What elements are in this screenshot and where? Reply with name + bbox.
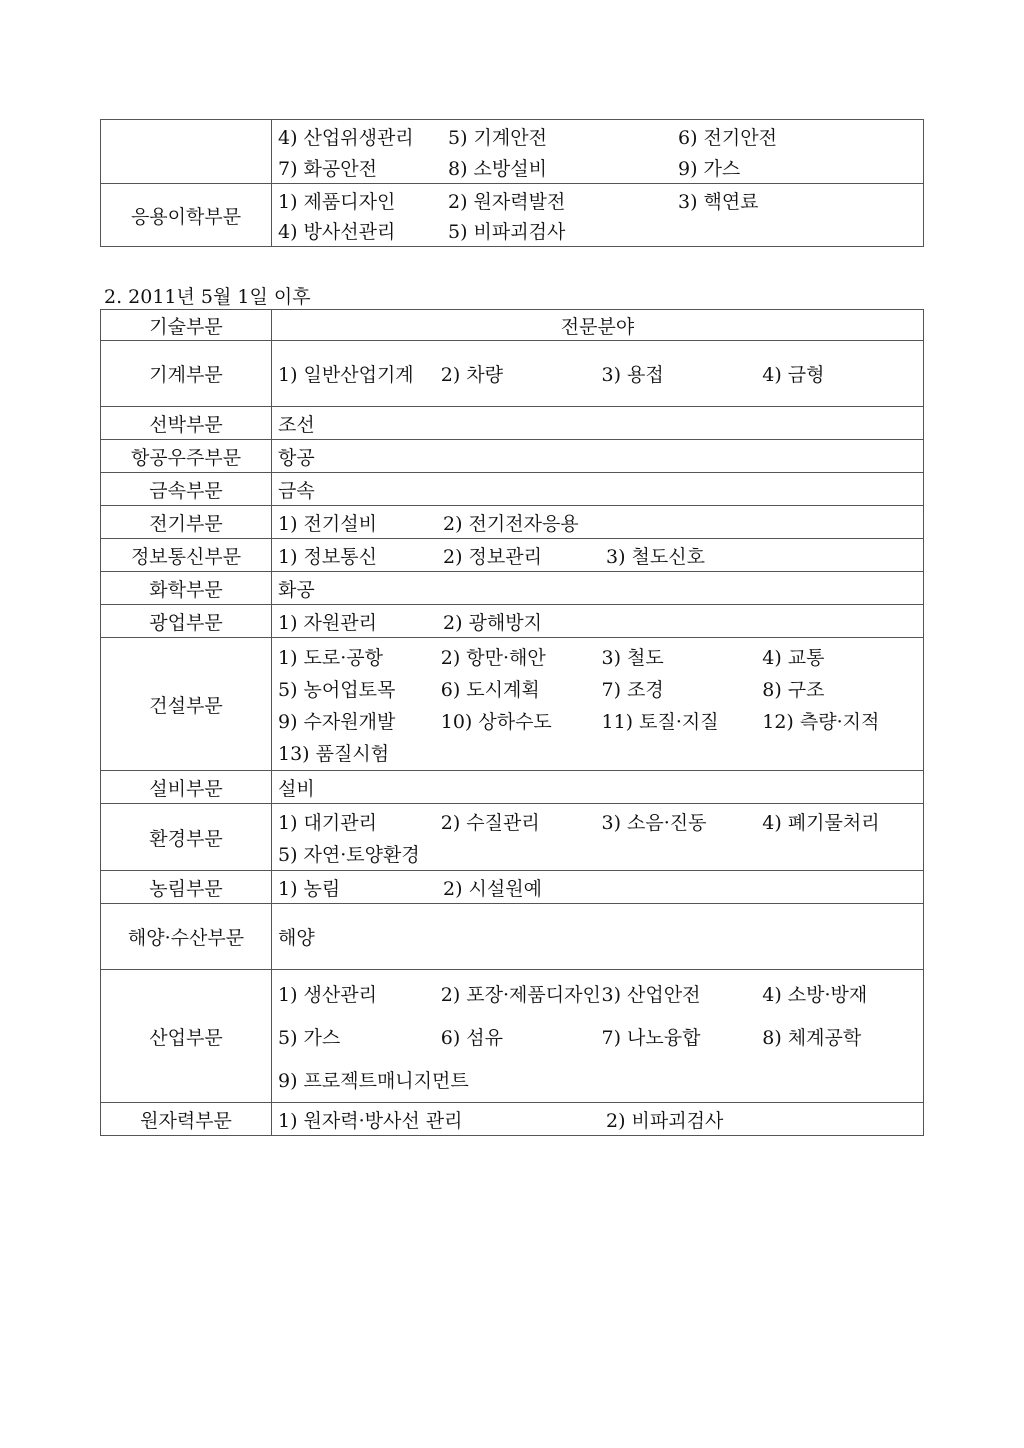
field-item: 12) 측량·지적	[762, 710, 880, 733]
field-line	[272, 540, 923, 571]
field-item: 5) 자연·토양환경	[278, 843, 420, 866]
field-item: 1) 원자력·방사선 관리	[278, 1109, 463, 1132]
field-line	[272, 872, 923, 903]
field-item: 1) 전기설비	[278, 512, 377, 535]
field-line	[272, 837, 923, 869]
field-item: 4) 금형	[762, 364, 825, 386]
field-line	[272, 152, 923, 183]
field-line	[272, 408, 923, 439]
category-cell: 전기부문	[101, 506, 272, 539]
table-row	[101, 506, 924, 539]
field-item: 4) 산업위생관리	[278, 126, 414, 149]
field-line	[272, 357, 923, 390]
field-line	[272, 441, 923, 472]
field-line	[272, 185, 923, 215]
field-item: 3) 용접	[601, 364, 664, 386]
field-item: 2) 수질관리	[440, 811, 540, 834]
category-cell: 환경부문	[101, 804, 272, 871]
field-item: 2) 비파괴검사	[606, 1109, 724, 1132]
table-row	[101, 120, 924, 184]
field-item: 4) 교통	[762, 646, 825, 669]
category-cell: 항공우주부문	[101, 440, 272, 473]
field-item: 1) 농림	[278, 877, 341, 900]
field-item: 3) 철도	[601, 646, 664, 669]
category-cell: 건설부문	[101, 638, 272, 771]
field-item: 1) 자원관리	[278, 611, 377, 634]
field-item: 화공	[278, 578, 315, 601]
field-item: 5) 비파괴검사	[448, 220, 566, 243]
field-item: 조선	[278, 413, 315, 436]
field-line	[272, 121, 923, 152]
field-item: 2) 차량	[440, 364, 503, 386]
field-item: 금속	[278, 479, 315, 502]
field-item: 8) 체계공학	[762, 1026, 862, 1049]
field-item: 해양	[278, 927, 315, 949]
field-item: 9) 수자원개발	[278, 710, 396, 733]
field-cell	[272, 605, 924, 638]
field-line	[272, 672, 923, 704]
field-item: 10) 상하수도	[440, 710, 552, 733]
section-heading: 2. 2011년 5월 1일 이후	[104, 286, 311, 308]
field-item: 2) 전기전자응용	[443, 512, 579, 535]
field-item: 2) 정보관리	[443, 545, 542, 568]
field-cell	[272, 407, 924, 440]
table-row	[101, 804, 924, 871]
field-item: 4) 방사선관리	[278, 220, 396, 243]
field-item: 1) 대기관리	[278, 811, 377, 834]
table-row	[101, 473, 924, 506]
field-item: 1) 도로·공항	[278, 646, 383, 669]
category-cell: 응용이학부문	[101, 184, 272, 247]
field-item: 1) 생산관리	[278, 983, 377, 1006]
table-row	[101, 970, 924, 1103]
field-item: 4) 폐기물처리	[762, 811, 880, 834]
table-after	[100, 309, 924, 1136]
field-item: 7) 조경	[601, 678, 664, 701]
category-cell: 기계부문	[101, 341, 272, 407]
field-cell	[272, 440, 924, 473]
header-field: 전문분야	[272, 310, 924, 341]
table-row	[101, 871, 924, 904]
field-cell	[272, 506, 924, 539]
field-cell	[272, 341, 924, 407]
category-cell: 산업부문	[101, 970, 272, 1103]
field-line	[272, 474, 923, 505]
field-item: 5) 농어업토목	[278, 678, 396, 701]
field-item: 11) 토질·지질	[601, 710, 719, 733]
field-line	[272, 977, 923, 1010]
field-cell	[272, 184, 924, 247]
field-cell	[272, 904, 924, 970]
category-cell: 정보통신부문	[101, 539, 272, 572]
field-item: 2) 광해방지	[443, 611, 542, 634]
field-cell	[272, 473, 924, 506]
field-cell	[272, 539, 924, 572]
field-cell	[272, 638, 924, 771]
category-cell	[101, 120, 272, 184]
field-item: 7) 화공안전	[278, 157, 377, 180]
table-row	[101, 904, 924, 970]
field-item: 2) 원자력발전	[448, 190, 566, 213]
field-line	[272, 507, 923, 538]
table-header-row	[101, 310, 924, 341]
category-cell: 화학부문	[101, 572, 272, 605]
field-line	[272, 1104, 923, 1135]
field-line	[272, 1063, 923, 1096]
category-cell: 광업부문	[101, 605, 272, 638]
field-item: 6) 섬유	[440, 1026, 503, 1049]
table-row	[101, 184, 924, 247]
field-cell	[272, 871, 924, 904]
field-cell	[272, 771, 924, 804]
field-item: 2) 시설원예	[443, 877, 542, 900]
category-cell: 원자력부문	[101, 1103, 272, 1136]
table-before	[100, 119, 924, 247]
field-line	[272, 772, 923, 803]
table-row	[101, 572, 924, 605]
field-item: 2) 항만·해안	[440, 646, 546, 669]
table-row	[101, 605, 924, 638]
field-item: 8) 소방설비	[448, 157, 547, 180]
field-item: 설비	[278, 777, 315, 800]
field-item: 4) 소방·방재	[762, 983, 868, 1006]
field-item: 8) 구조	[762, 678, 825, 701]
field-item: 6) 전기안전	[678, 126, 777, 149]
field-item: 7) 나노융합	[601, 1026, 701, 1049]
table-row	[101, 440, 924, 473]
field-line	[272, 573, 923, 604]
field-item: 5) 기계안전	[448, 126, 547, 149]
field-item: 3) 산업안전	[601, 983, 701, 1006]
table-row	[101, 341, 924, 407]
field-item: 1) 일반산업기계	[278, 364, 414, 386]
field-cell	[272, 120, 924, 184]
header-category: 기술부문	[101, 310, 272, 341]
field-line	[272, 704, 923, 736]
category-cell: 선박부문	[101, 407, 272, 440]
field-line	[272, 805, 923, 837]
field-item: 13) 품질시험	[278, 742, 390, 765]
field-cell	[272, 1103, 924, 1136]
field-item: 3) 소음·진동	[601, 811, 707, 834]
table-row	[101, 771, 924, 804]
field-line	[272, 606, 923, 637]
field-item: 9) 가스	[678, 157, 741, 180]
category-cell: 금속부문	[101, 473, 272, 506]
field-cell	[272, 970, 924, 1103]
field-item: 항공	[278, 446, 315, 469]
field-item: 5) 가스	[278, 1026, 341, 1049]
field-line	[272, 736, 923, 768]
field-cell	[272, 804, 924, 871]
category-cell: 설비부문	[101, 771, 272, 804]
field-item: 6) 도시계획	[440, 678, 540, 701]
field-item: 1) 정보통신	[278, 545, 377, 568]
table-row	[101, 638, 924, 771]
field-item: 2) 포장·제품디자인	[440, 983, 601, 1006]
field-item: 1) 제품디자인	[278, 190, 396, 213]
field-item: 9) 프로젝트매니지먼트	[278, 1069, 469, 1092]
field-line	[272, 215, 923, 245]
field-line	[272, 1020, 923, 1053]
field-line	[272, 640, 923, 672]
field-line	[272, 920, 923, 953]
table-row	[101, 539, 924, 572]
table-row	[101, 407, 924, 440]
category-cell: 해양·수산부문	[101, 904, 272, 970]
table-row	[101, 1103, 924, 1136]
field-cell	[272, 572, 924, 605]
field-item: 3) 철도신호	[606, 545, 705, 568]
category-cell: 농림부문	[101, 871, 272, 904]
field-item: 3) 핵연료	[678, 190, 759, 213]
